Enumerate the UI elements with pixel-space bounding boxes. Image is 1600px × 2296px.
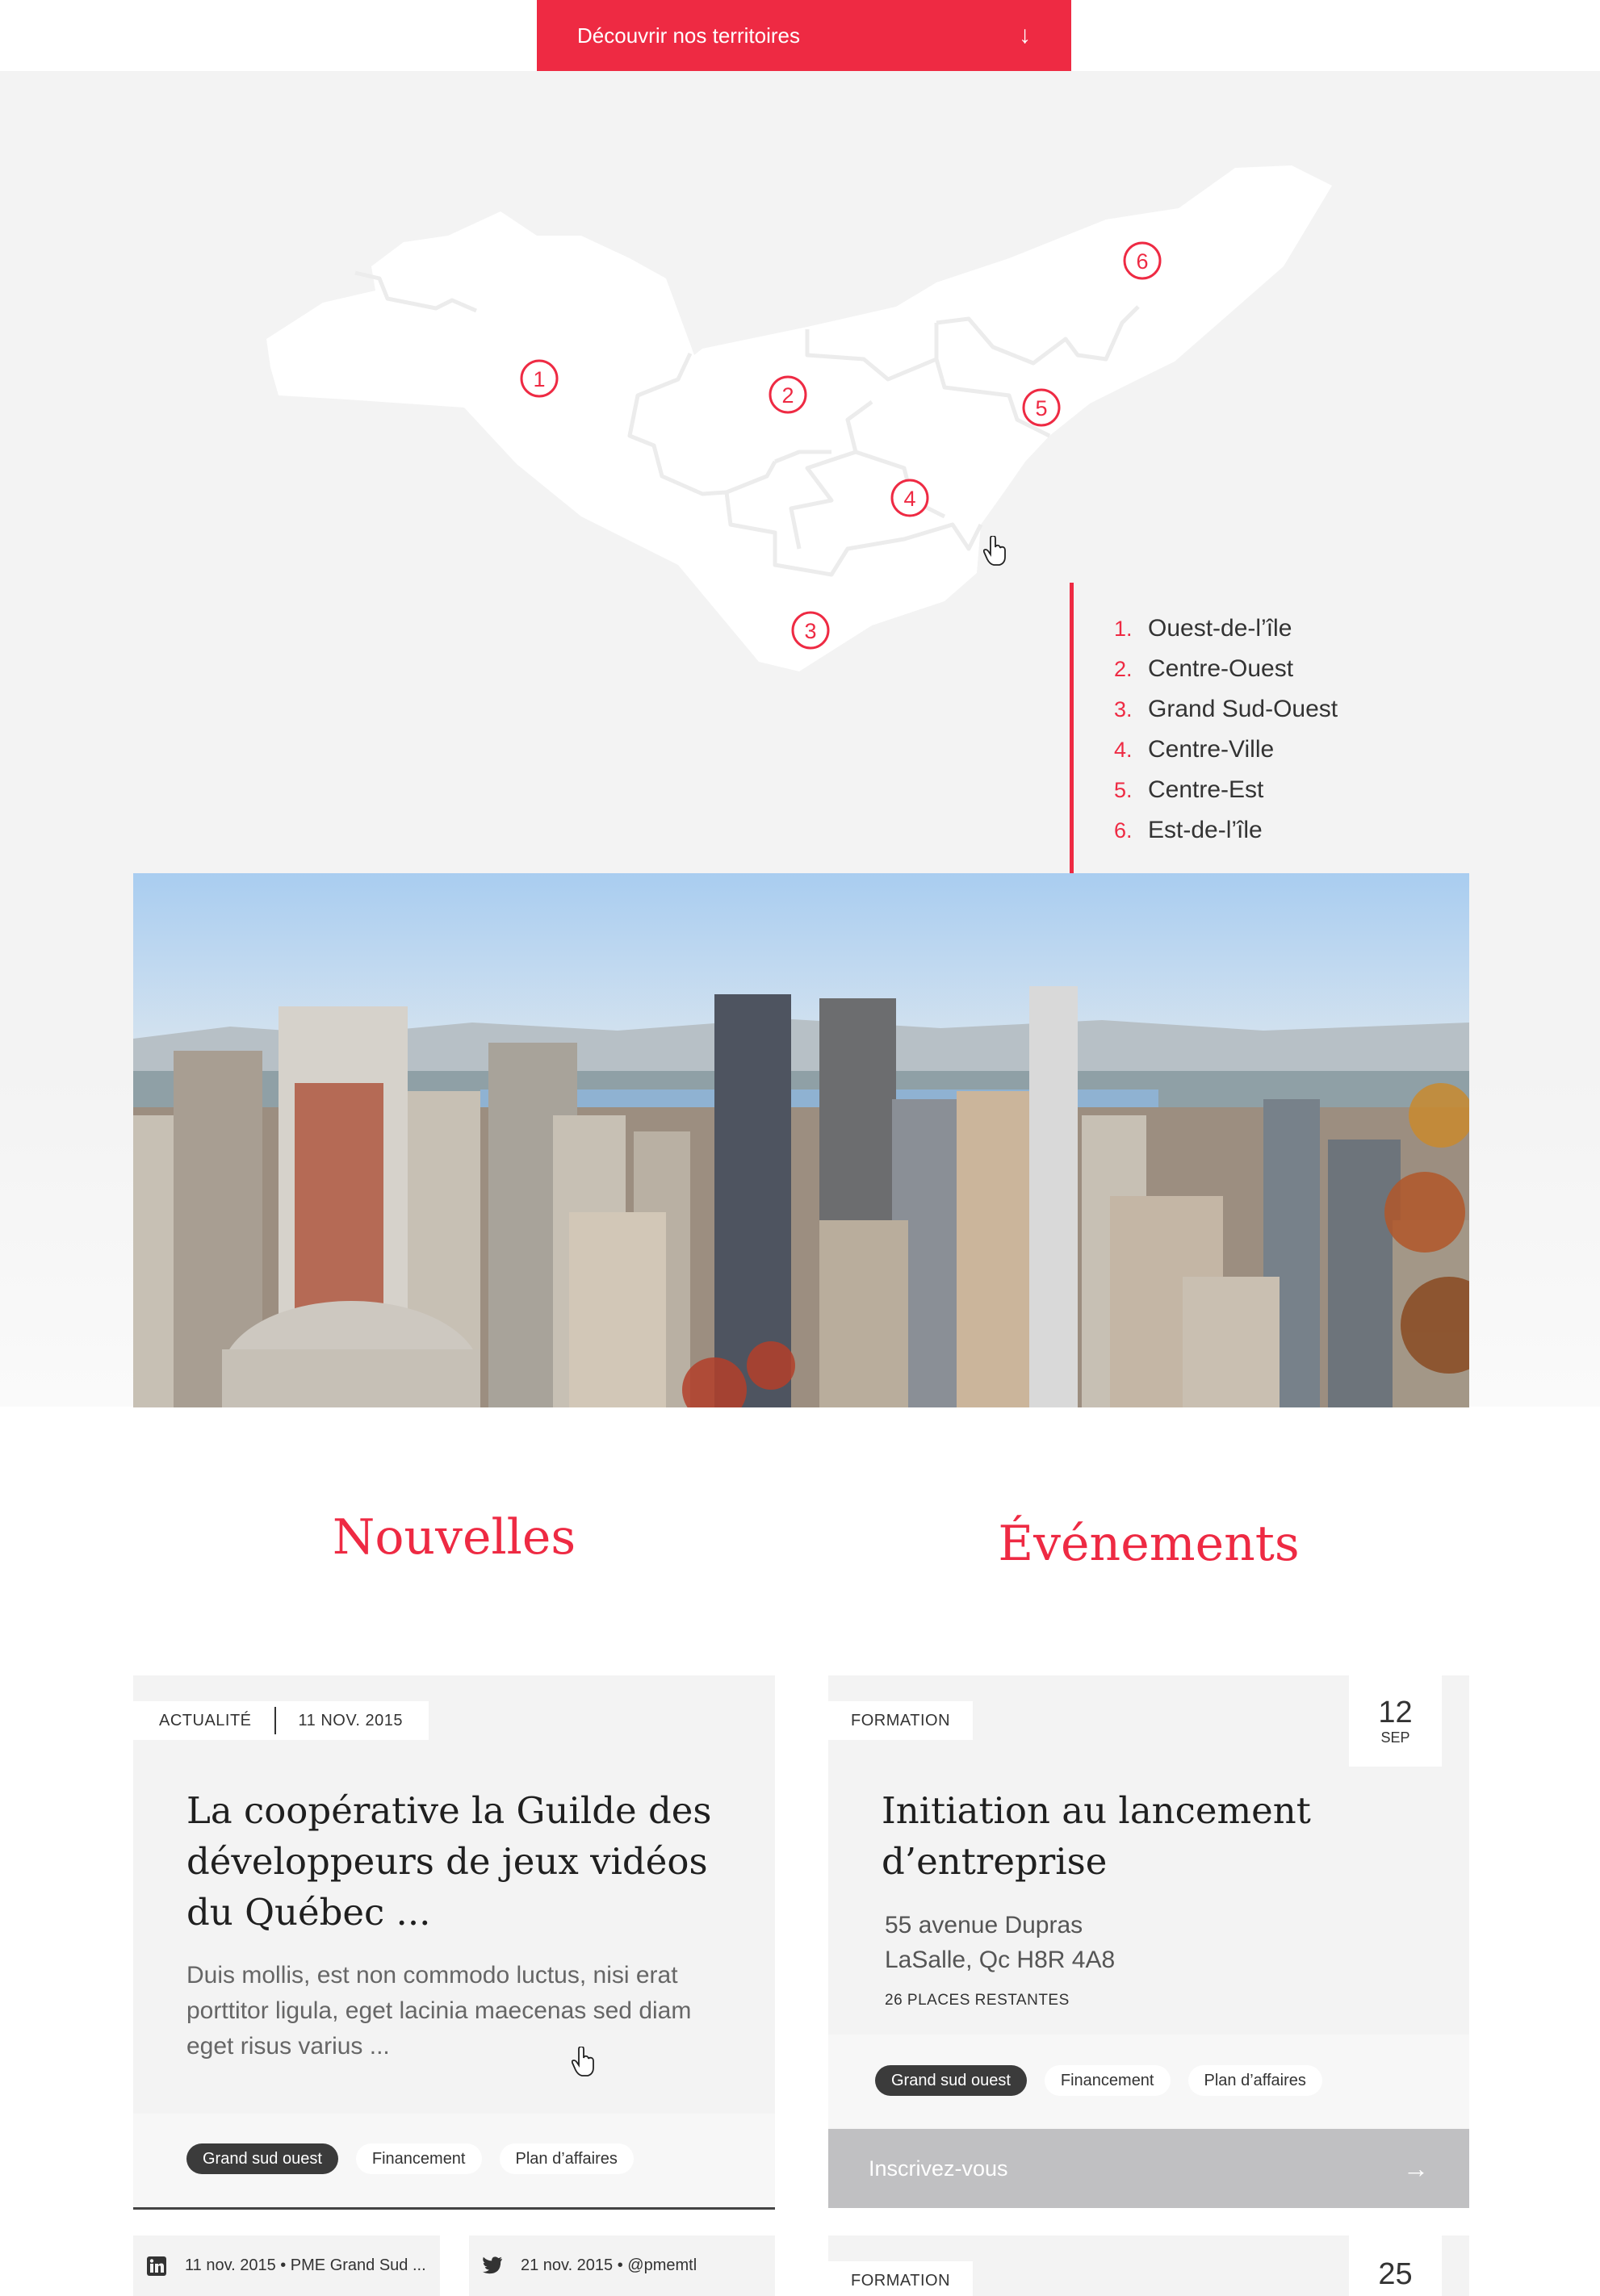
event-card[interactable]	[828, 2235, 1469, 2296]
marker-4-label: 4	[903, 487, 916, 511]
marker-2-label: 2	[781, 383, 794, 408]
legend-item[interactable]	[1114, 810, 1409, 851]
hand-cursor-icon	[572, 2047, 596, 2077]
event-category: FORMATION	[851, 1711, 951, 1729]
linkedin-post-text: 11 nov. 2015 • PME Grand Sud ...	[185, 2256, 426, 2274]
legend-label: Grand Sud-Ouest	[1148, 696, 1338, 722]
legend-number: 3.	[1114, 696, 1133, 721]
tag-chip[interactable]: Plan d’affaires	[1188, 2065, 1322, 2096]
arrow-down-icon: ↓	[1019, 22, 1031, 48]
news-card[interactable]	[133, 1675, 775, 2210]
tag-chip[interactable]: Grand sud ouest	[875, 2065, 1027, 2096]
tag-chip[interactable]: Financement	[1045, 2065, 1171, 2096]
news-title[interactable]: La coopérative la Guilde des développeurs de jeux vidéos du Québec ...	[186, 1789, 712, 1934]
event-address-line-1: 55 avenue Dupras	[885, 1912, 1083, 1938]
legend-number: 4.	[1114, 737, 1133, 762]
event-day: 12	[1378, 1695, 1413, 1729]
hand-cursor-icon	[983, 536, 1007, 567]
legend-label: Ouest-de-l’île	[1148, 615, 1292, 642]
event-address-line-2: LaSalle, Qc H8R 4A8	[885, 1947, 1116, 1973]
event-date-box	[1349, 1675, 1442, 1767]
legend-number: 6.	[1114, 818, 1133, 843]
legend-number: 1.	[1114, 616, 1133, 641]
event-card[interactable]	[828, 1675, 1469, 2208]
linkedin-icon	[146, 2256, 167, 2277]
marker-5-label: 5	[1035, 396, 1048, 420]
tag-chip[interactable]: Plan d’affaires	[500, 2143, 634, 2174]
event-category-tag	[828, 2261, 973, 2296]
register-label: Inscrivez-vous	[869, 2156, 1008, 2181]
news-category: ACTUALITÉ	[159, 1711, 252, 1729]
news-heading: Nouvelles	[332, 1509, 576, 1566]
territories-legend	[1070, 583, 1409, 873]
linkedin-post-card[interactable]	[133, 2235, 440, 2296]
marker-6-label: 6	[1136, 249, 1149, 274]
event-title[interactable]: Initiation au lancement d’entreprise	[882, 1789, 1311, 1883]
news-excerpt: Duis mollis, est non commodo luctus, nisi erat porttitor ligula, eget lacinia maecenas sed diam eget risus varius ...	[186, 1962, 692, 2060]
legend-item[interactable]	[1114, 770, 1409, 810]
arrow-right-icon: →	[1403, 2153, 1429, 2183]
event-tags	[875, 2065, 1340, 2096]
event-month: SEP	[1380, 1729, 1410, 1746]
event-category: FORMATION	[851, 2271, 951, 2290]
twitter-post-card[interactable]	[469, 2235, 775, 2296]
legend-number: 2.	[1114, 656, 1133, 681]
montreal-skyline-photo	[133, 873, 1469, 1407]
register-button[interactable]	[828, 2129, 1469, 2208]
marker-1-label: 1	[533, 367, 546, 391]
event-category-tag	[828, 1701, 973, 1740]
legend-label: Centre-Est	[1148, 776, 1264, 803]
twitter-icon	[482, 2256, 503, 2277]
marker-3-label: 3	[804, 619, 817, 643]
event-date-box	[1349, 2235, 1442, 2296]
legend-item[interactable]	[1114, 609, 1409, 649]
legend-item[interactable]	[1114, 649, 1409, 689]
legend-label: Centre-Ouest	[1148, 655, 1294, 682]
tag-chip[interactable]: Financement	[356, 2143, 482, 2174]
event-places-left: 26 PLACES RESTANTES	[885, 1992, 1070, 2009]
discover-territories-button[interactable]	[537, 0, 1071, 71]
twitter-post-text: 21 nov. 2015 • @pmemtl	[521, 2256, 697, 2274]
news-tags	[186, 2143, 651, 2174]
legend-item[interactable]	[1114, 689, 1409, 730]
meta-divider	[274, 1707, 276, 1734]
legend-number: 5.	[1114, 777, 1133, 802]
legend-label: Centre-Ville	[1148, 736, 1275, 763]
legend-item[interactable]	[1114, 730, 1409, 770]
legend-label: Est-de-l’île	[1148, 817, 1263, 843]
news-date: 11 NOV. 2015	[298, 1711, 403, 1729]
events-heading: Événements	[998, 1516, 1300, 1572]
discover-label: Découvrir nos territoires	[577, 23, 800, 48]
event-day: 25	[1378, 2257, 1413, 2291]
news-card-meta	[133, 1701, 429, 1740]
tag-chip[interactable]: Grand sud ouest	[186, 2143, 338, 2174]
